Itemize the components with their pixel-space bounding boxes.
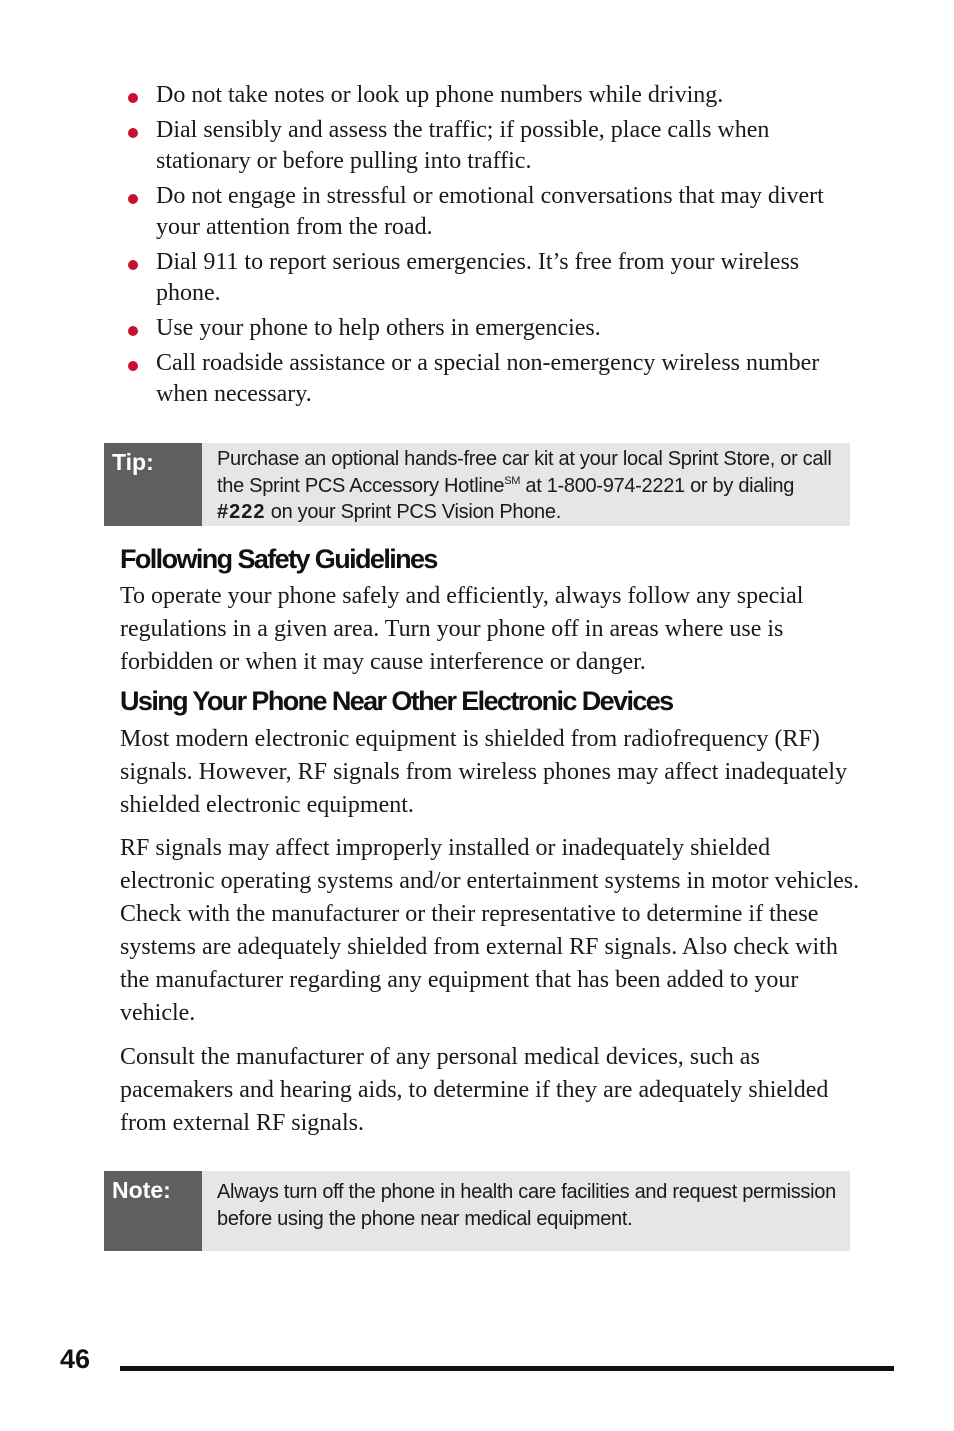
list-item	[122, 247, 862, 309]
safety-bullet-list	[122, 80, 862, 414]
paragraph-safety-guidelines: To operate your phone safely and efficiently, always follow any special regulations in a given area. Turn your phone off in areas where use is forbidden or when it may cause interference or danger.	[120, 583, 804, 675]
bullet-dot-icon	[128, 194, 138, 204]
section-heading-safety-guidelines: Following Safety Guidelines	[120, 544, 437, 574]
service-mark: SM	[504, 474, 521, 487]
paragraph-electronic-1: Most modern electronic equipment is shielded from radiofrequency (RF) signals. However, RF signals from wireless phones may affect inadequately shielded electronic equipment.	[120, 726, 848, 818]
bullet-dot-icon	[128, 128, 138, 138]
tip-text	[202, 443, 850, 526]
bullet-text: Do not take notes or look up phone numbers while driving.	[156, 82, 724, 108]
list-item	[122, 181, 862, 243]
bullet-text: Dial sensibly and assess the traffic; if possible, place calls when stationary or before pulling into traffic.	[156, 117, 770, 174]
list-item	[122, 115, 862, 177]
bullet-dot-icon	[128, 93, 138, 103]
list-item	[122, 80, 862, 111]
note-box	[104, 1171, 850, 1251]
note-text: Always turn off the phone in health care facilities and request permission before using the phone near medical equipment.	[217, 1181, 836, 1230]
list-item	[122, 348, 862, 410]
tip-box	[104, 443, 850, 526]
bullet-text: Use your phone to help others in emergencies.	[156, 315, 601, 341]
tip-text-part: Purchase an optional hands-free car kit at your local Sprint Store, or call the Sprint PCS Accessory Hotline	[217, 448, 832, 497]
bullet-text: Call roadside assistance or a special non-emergency wireless number when necessary.	[156, 350, 820, 407]
footer-rule	[120, 1366, 894, 1371]
tip-label: Tip:	[104, 443, 202, 526]
bullet-dot-icon	[128, 260, 138, 270]
bullet-text: Do not engage in stressful or emotional conversations that may divert your attention from the road.	[156, 183, 824, 240]
dial-code: #222	[217, 501, 266, 523]
list-item	[122, 313, 862, 344]
page-number: 46	[60, 1344, 91, 1374]
tip-text-part: at 1-800-974-2221 or by dialing	[520, 474, 795, 497]
paragraph-electronic-2: RF signals may affect improperly installed or inadequately shielded electronic operating systems and/or entertainment systems in motor vehicles. Check with the manufacturer or their representative to determine if these systems are adequately shielded from external RF signals. Also check with the manufacturer regarding any equipment that has been added to your vehicle.	[120, 835, 860, 1026]
bullet-dot-icon	[128, 361, 138, 371]
bullet-text: Dial 911 to report serious emergencies. It’s free from your wireless phone.	[156, 249, 800, 306]
section-heading-electronic-devices: Using Your Phone Near Other Electronic Devices	[120, 686, 673, 716]
note-label: Note:	[104, 1171, 202, 1251]
bullet-dot-icon	[128, 326, 138, 336]
tip-text-part: on your Sprint PCS Vision Phone.	[265, 501, 561, 523]
paragraph-electronic-3: Consult the manufacturer of any personal medical devices, such as pacemakers and hearing aids, to determine if they are adequately shielded from external RF signals.	[120, 1044, 829, 1136]
